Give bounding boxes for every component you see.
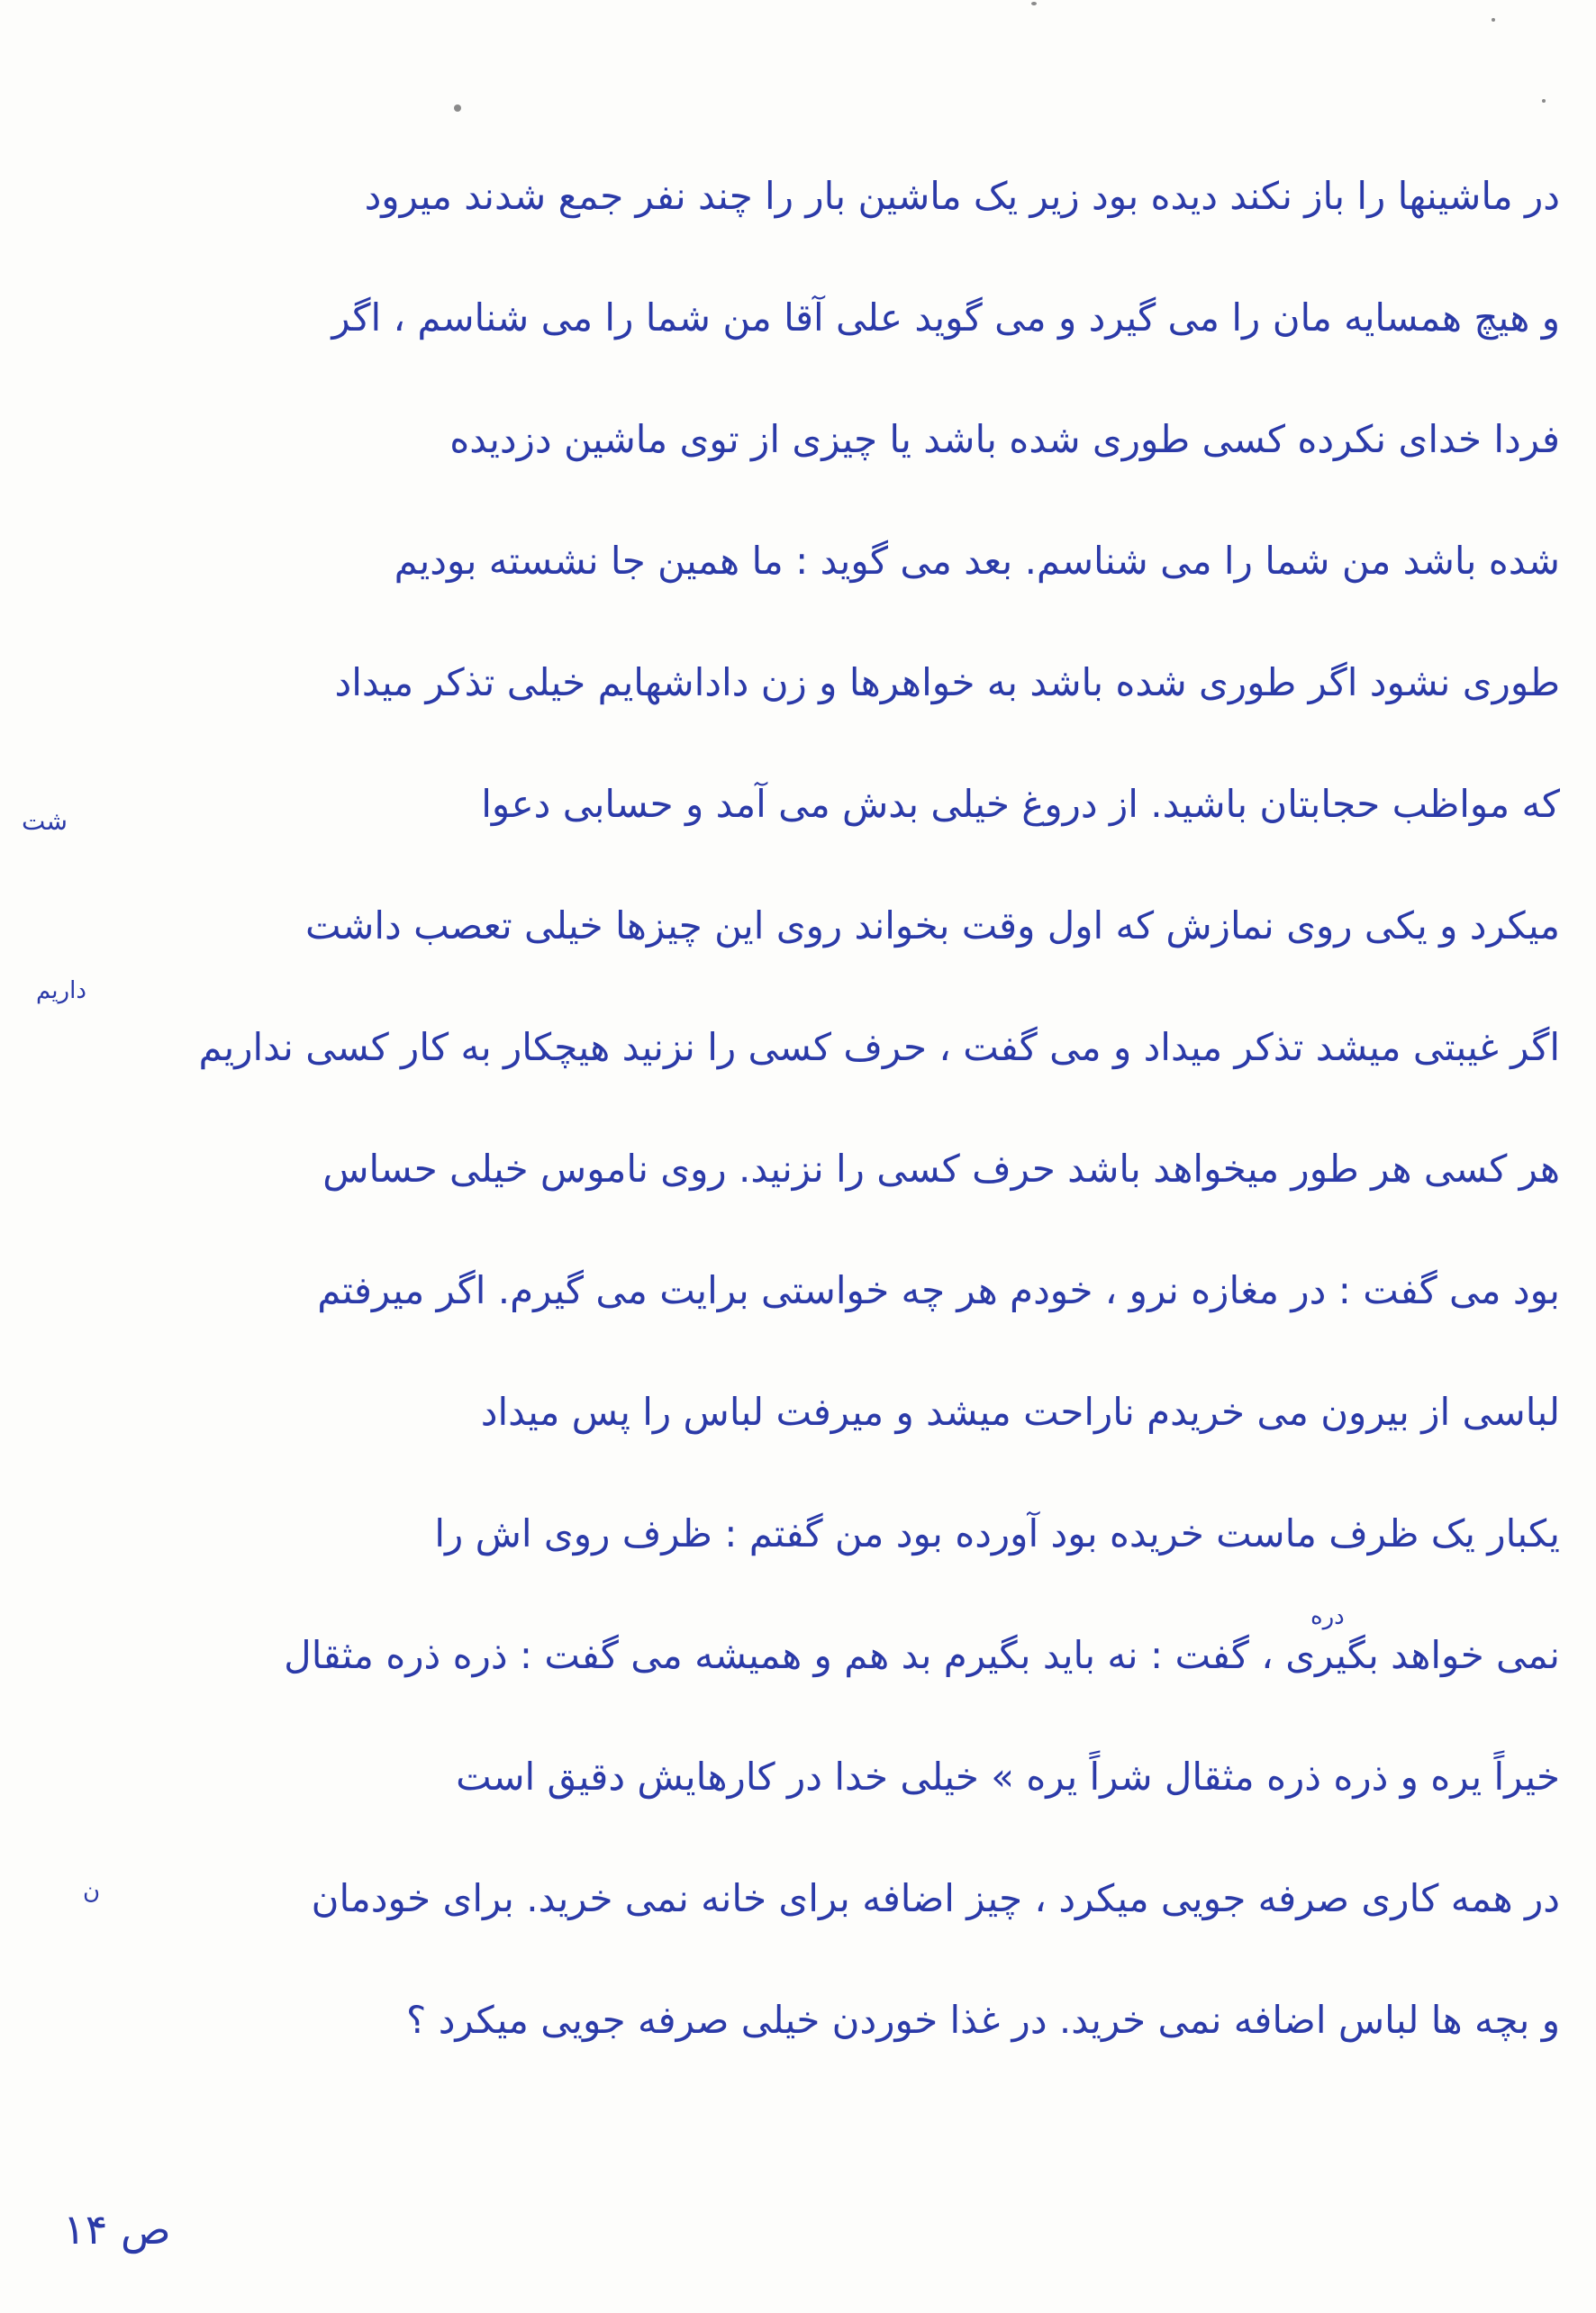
text-line: بود می گفت : در مغازه نرو ، خودم هر چه خواستی برایت می گیرم. اگر میرفتم (317, 1268, 1560, 1312)
text-line: در ماشینها را باز نکند دیده بود زیر یک ماشین بار را چند نفر جمع شدند میرود (364, 174, 1560, 218)
text-line: میکرد و یکی روی نمازش که اول وقت بخواند روی این چیزها خیلی تعصب داشت (304, 903, 1560, 948)
text-line: خیراً یره و ذره ذره مثقال شراً یره » خیلی خدا در کارهایش دقیق است (456, 1755, 1560, 1799)
text-line: لباسی از بیرون می خریدم ناراحت میشد و میرفت لباس را پس میداد (480, 1390, 1560, 1434)
text-line: هر کسی هر طور میخواهد باشد حرف کسی را نزنید. روی ناموس خیلی حساس (322, 1147, 1560, 1191)
handwritten-text-block (36, 135, 1560, 2081)
text-line: و هیچ همسایه مان را می گیرد و می گوید علی آقا من شما را می شناسم ، اگر (331, 295, 1560, 340)
text-line: یکبار یک ظرف ماست خریده بود آورده بود من گفتم : ظرف روی اش را (434, 1511, 1560, 1556)
text-line: فردا خدای نکرده کسی طوری شده باشد یا چیزی از توی ماشین دزدیده (449, 417, 1560, 461)
margin-note: شت (22, 806, 68, 836)
text-line: و بچه ها لباس اضافه نمی خرید. در غذا خوردن خیلی صرفه جویی میکرد ؟ (406, 1998, 1560, 2042)
text-line: شده باشد من شما را می شناسم. بعد می گوید : ما همین جا نشسته بودیم (394, 539, 1560, 583)
text-line: طوری نشود اگر طوری شده باشد به خواهرها و زن داداشهایم خیلی تذکر میداد (334, 660, 1560, 704)
paper-speck (1542, 99, 1546, 103)
paper-speck (454, 104, 461, 112)
paper-speck (1031, 2, 1037, 5)
text-line: که مواظب حجابتان باشید. از دروغ خیلی بدش می آمد و حسابی دعوا (481, 782, 1560, 826)
text-line: نمی خواهد بگیری ، گفت : نه باید بگیرم بد هم و همیشه می گفت : ذره ذره مثقال (284, 1633, 1560, 1677)
text-line: اگر غیبتی میشد تذکر میداد و می گفت ، حرف کسی را نزنید هیچکار به کار کسی نداریم (198, 1025, 1560, 1069)
text-line: در همه کاری صرفه جویی میکرد ، چیز اضافه برای خانه نمی خرید. برای خودمان (311, 1876, 1560, 1920)
margin-note: داریم (36, 977, 86, 1004)
margin-note: دره (1310, 1603, 1345, 1630)
paper-speck (1492, 18, 1495, 22)
page-number: ص ۱۴ (63, 2205, 171, 2254)
margin-note: ن (83, 1878, 101, 1905)
